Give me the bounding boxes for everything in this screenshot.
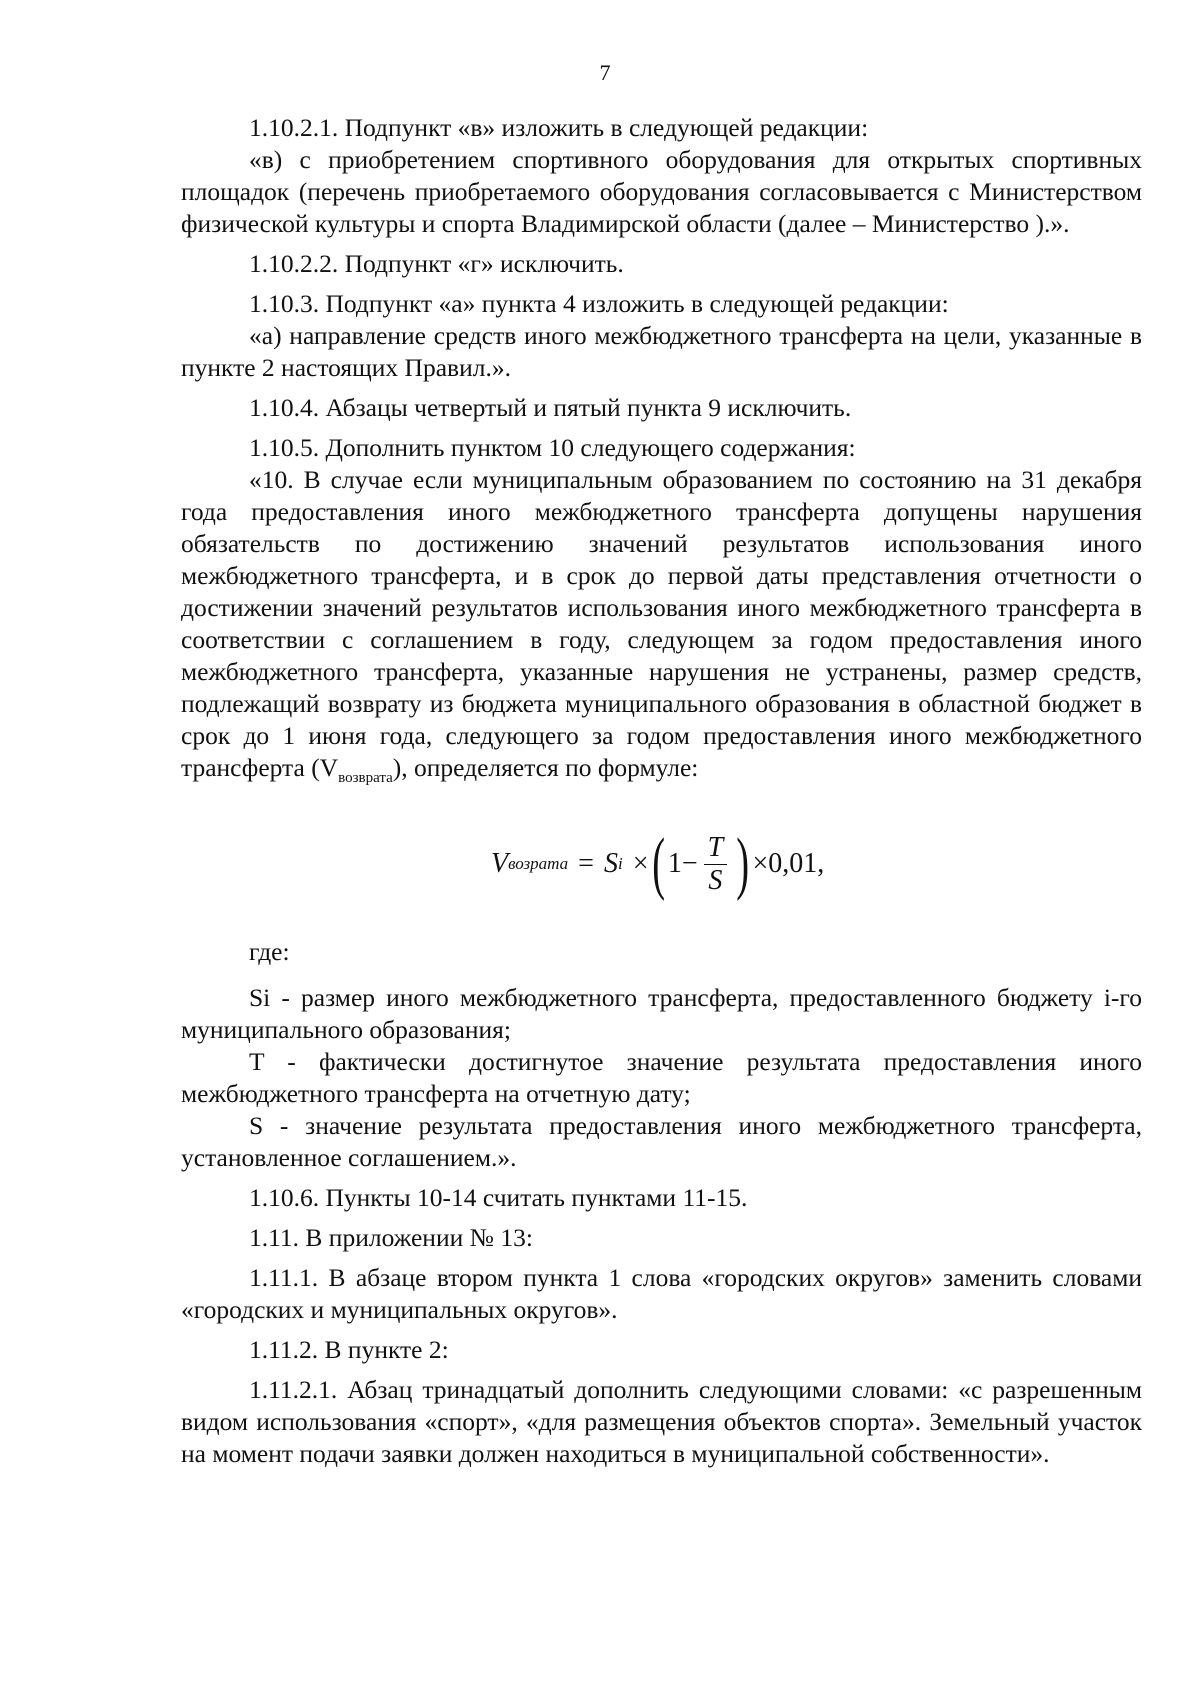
formula-one: 1 [667,848,682,880]
definition-s: S - значение результата предоставления иного межбюджетного трансферта, установленное соглашением.». [181,1111,1142,1173]
fraction-numerator: T [704,832,728,865]
paragraph-1-11-2: 1.11.2. В пункте 2: [249,1335,449,1365]
formula-block [181,808,1142,928]
definition-si: Si - размер иного межбюджетного трансферта, предоставленного бюджету i-го муниципального образования; [181,983,1142,1045]
paragraph-1-10-2-2: 1.10.2.2. Подпункт «г» исключить. [249,249,624,278]
paragraph-1-10-4: 1.10.4. Абзацы четвертый и пятый пункта 9 исключить. [249,393,852,422]
definition-t: T - фактически достигнутое значение результата предоставления иного межбюджетного трансферта на отчетную дату; [181,1047,1142,1109]
paragraph-subitem-a: «а) направление средств иного межбюджетного трансферта на цели, указанные в пункте 2 настоящих Правил.». [181,321,1142,382]
where-label: где: [249,937,290,967]
paragraph-1-10-2-1: 1.10.2.1. Подпункт «в» изложить в следующей редакции: [249,113,869,142]
formula-comma: , [817,848,825,880]
fraction-denominator: S [708,864,723,896]
right-paren: ) [736,825,750,903]
formula-s: S [603,848,618,880]
left-paren: ( [651,825,665,903]
paragraph-1-10-3: 1.10.3. Подпункт «а» пункта 4 изложить в следующей редакции: [249,289,949,318]
return-formula [491,814,824,914]
paragraph-subitem-v: «в) с приобретением спортивного оборудования для открытых спортивных площадок (перечень приобретаемого оборудования согласовывается с Министерством физической культуры и спорта Владимирской области (далее – Министерство ).». [181,145,1142,238]
formula-lhs-sub: возрата [508,854,569,874]
paragraph-1-11-2-1: 1.11.2.1. Абзац тринадцатый дополнить следующими словами: «с разрешенным видом использования «спорт», «для размещения объектов спорта». Земельный участок на момент подачи заявки должен находиться в муниципальной собственности». [181,1375,1142,1469]
paragraph-1-11-1: 1.11.1. В абзаце втором пункта 1 слова «городских округов» заменить словами «городских и муниципальных округов». [181,1263,1142,1325]
paragraph-1-11: 1.11. В приложении № 13: [249,1223,533,1253]
formula-times-2: × [752,848,769,880]
paragraph-1-10-6: 1.10.6. Пункты 10-14 считать пунктами 11-15. [249,1183,748,1213]
formula-fraction [704,832,728,897]
formula-s-sub: i [617,854,623,874]
formula-coef: 0,01 [768,848,818,880]
formula-lhs: V [491,848,509,880]
formula-eq: = [578,848,594,880]
paragraph-item-10 [181,464,1142,794]
item-10-tail: ), определяется по формуле: [392,753,699,782]
formula-times-1: × [632,848,649,880]
v-subscript: возврата [338,770,393,787]
page-number: 7 [599,60,611,85]
item-10-text: «10. В случае если муниципальным образованием по состоянию на 31 декабря года предоставления иного межбюджетного трансферта допущены нарушения обязательств по достижению значений результатов использования иного межбюджетного трансферта, и в срок до первой даты представления отчетности о достижении значений результатов использования иного межбюджетного трансферта в соответствии с соглашением в году, следующем за годом предоставления иного межбюджетного трансферта, указанные нарушения не устранены, размер средств, подлежащий возврату из бюджета муниципального образования в областной бюджет в срок до 1 июня года, следующего за годом предоставления иного межбюджетного трансферта (V [181,465,1142,782]
formula-minus: − [681,848,698,880]
paragraph-1-10-5: 1.10.5. Дополнить пунктом 10 следующего содержания: [249,433,856,462]
document-body [181,112,1142,1470]
